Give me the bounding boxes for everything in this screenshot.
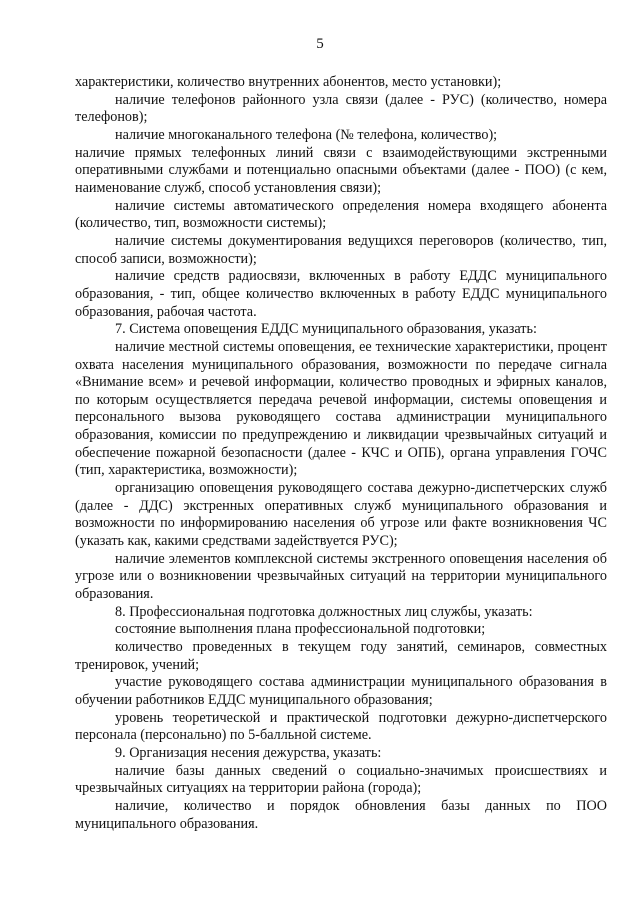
paragraph-6: наличие системы документирования ведущихся переговоров (количество, тип, способ записи, возможности); [75,232,607,267]
paragraph-16: уровень теоретической и практической подготовки дежурно-диспетчерского персонала (персонально) по 5-балльной системе. [75,709,607,744]
section-9-heading: 9. Организация несения дежурства, указать: [115,744,382,761]
paragraph-15: участие руководящего состава администрации муниципального образования в обучении работников ЕДДС муниципального образования; [75,674,607,708]
paragraph-19: наличие, количество и порядок обновления базы данных по ПОО муниципального образования. [75,797,607,832]
section-7-heading: 7. Система оповещения ЕДДС муниципального образования, указать: [115,321,537,338]
paragraph-13: состояние выполнения плана профессиональной подготовки; [115,621,486,638]
paragraph-9: наличие местной системы оповещения, ее технические характеристики, процент охвата населения муниципального образования, возможности по передаче сигнала «Внимание всем» и речевой информации, количество проводных и эфирных каналов, по которым осуществляется передача речевой информации, системы оповещения и персонального вызова руководящего состава администрации муниципального образования, комиссии по предупреждению и ликвидации чрезвычайных ситуаций и обеспечение пожарной безопасности (далее - КЧС и ОПБ), органа управления ГОЧС (тип, характеристика, возможности); [75,338,607,479]
section-8-heading: 8. Профессиональная подготовка должностных лиц службы, указать: [115,603,533,620]
paragraph-7: наличие средств радиосвязи, включенных в работу ЕДДС муниципального образования, - тип, общее количество включенных в работу ЕДДС муниципального образования, рабочая частота. [75,268,607,320]
paragraph-18: наличие базы данных сведений о социально-значимых происшествиях и чрезвычайных ситуациях на территории района (города); [75,762,607,797]
document-body [75,74,607,833]
paragraph-1: характеристики, количество внутренних абонентов, место установки); [75,74,502,90]
paragraph-4: наличие прямых телефонных линий связи с взаимодействующими экстренными оперативными службами и потенциально опасными объектами (далее - ПОО) (с кем, наименование служб, способ установления связи); [75,144,607,196]
paragraph-11: наличие элементов комплексной системы экстренного оповещения населения об угрозе или о возникновении чрезвычайных ситуаций на территории муниципального образования. [75,550,607,603]
paragraph-3: наличие многоканального телефона (№ телефона, количество); [115,126,498,143]
paragraph-10: организацию оповещения руководящего состава дежурно-диспетчерских служб (далее - ДДС) экстренных оперативных служб муниципального образования и возможности по информированию населения об угрозе или факте возникновения ЧС (указать как, какими средствами задействуется РУС); [75,480,607,550]
paragraph-2: наличие телефонов районного узла связи (далее - РУС) (количество, номера телефонов); [75,91,607,126]
paragraph-14: количество проведенных в текущем году занятий, семинаров, совместных тренировок, учений; [75,639,607,673]
paragraph-5: наличие системы автоматического определения номера входящего абонента (количество, тип, возможности системы); [75,197,607,232]
page-number: 5 [316,36,324,52]
